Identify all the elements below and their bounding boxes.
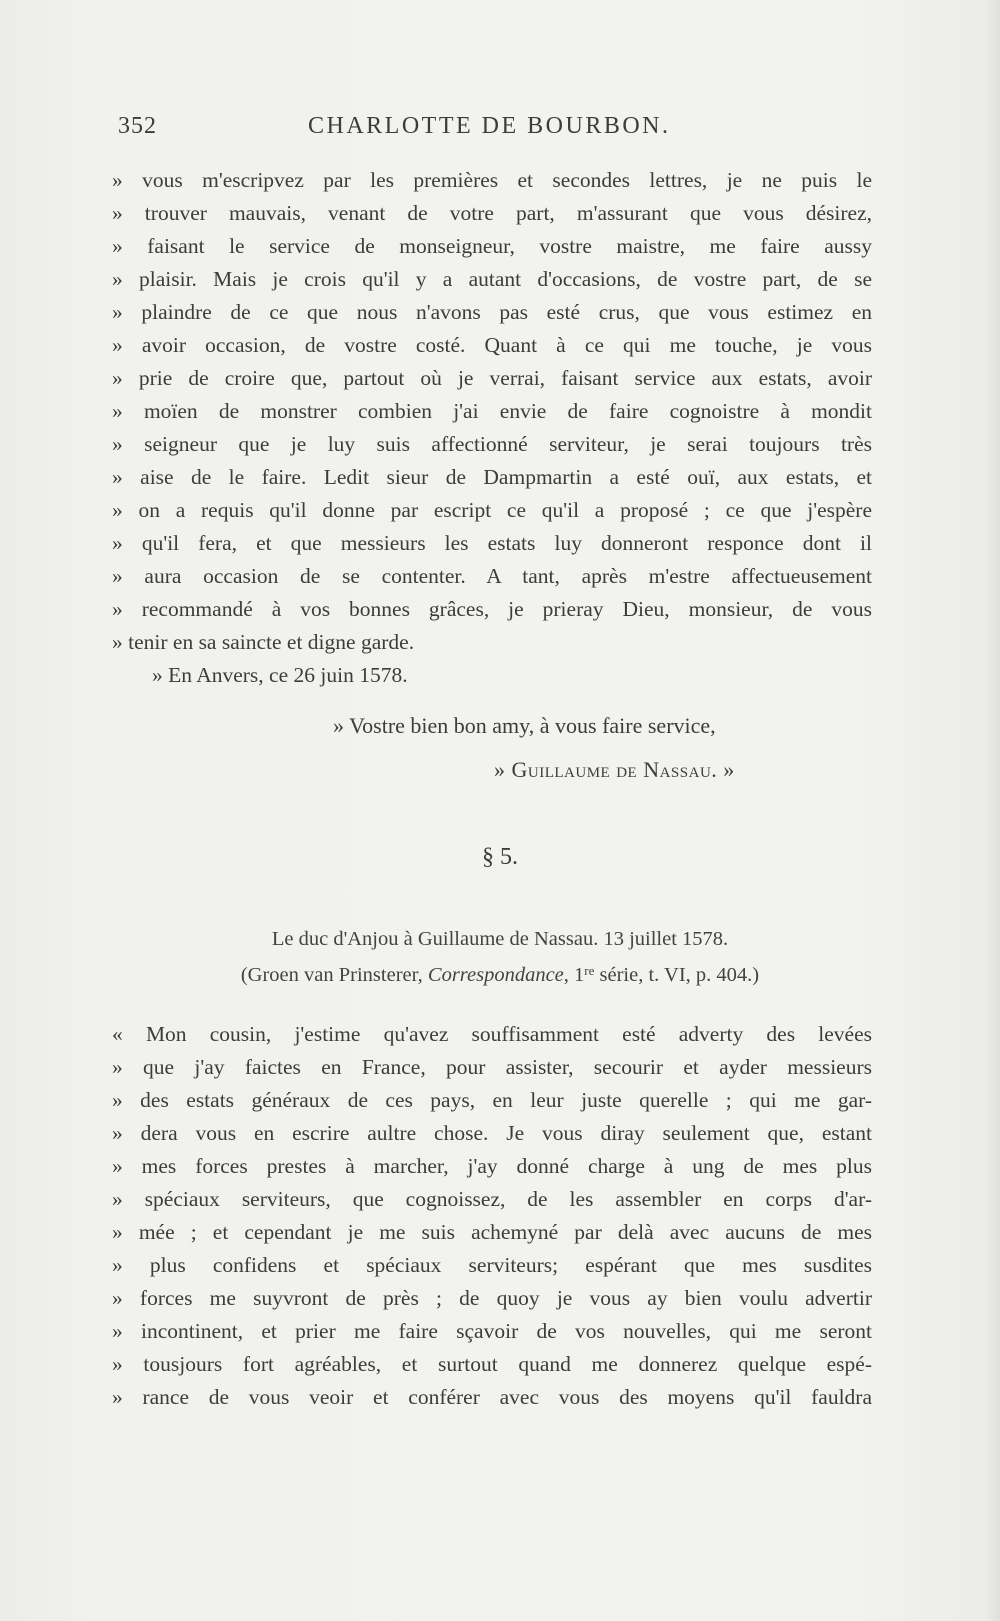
page-edge-shadow [986, 0, 1000, 1621]
text-line: » incontinent, et prier me faire sçavoir de vos nouvelles, qui me seront [112, 1319, 872, 1343]
letter-signature: » Guillaume de Nassau. » [494, 757, 735, 782]
source-mid: , 1 [563, 964, 585, 986]
text-line: » trouver mauvais, venant de votre part, m'assurant que vous désirez, [112, 201, 872, 225]
text-line: » tenir en sa saincte et digne garde. [112, 630, 415, 654]
text-line: » aura occasion de se contenter. A tant, après m'estre affectueusement [112, 564, 872, 588]
text-line: » dera vous en escrire aultre chose. Je vous diray seulement que, estant [112, 1121, 872, 1145]
text-line: » plus confidens et spéciaux serviteurs; espérant que mes susdites [112, 1253, 872, 1277]
text-line: » mée ; et cependant je me suis achemyné par delà avec aucuns de mes [112, 1220, 872, 1244]
page-header [118, 113, 872, 145]
dateline: » En Anvers, ce 26 juin 1578. [152, 663, 408, 687]
text-line: « Mon cousin, j'estime qu'avez souffisamment esté adverty des levées [112, 1022, 872, 1046]
text-line: » rance de vous veoir et conférer avec vous des moyens qu'il fauldra [112, 1385, 872, 1409]
text-line: » aise de le faire. Ledit sieur de Dampmartin a esté ouï, aux estats, et [112, 465, 872, 489]
text-line: » plaisir. Mais je crois qu'il y a autant d'occasions, de vostre part, de se [112, 267, 872, 291]
text-line: » prie de croire que, partout où je verrai, faisant service aux estats, avoir [112, 366, 872, 390]
text-line: » seigneur que je luy suis affectionné serviteur, je serai toujours très [112, 432, 872, 456]
text-line: » vous m'escripvez par les premières et secondes lettres, je ne puis le [112, 168, 872, 192]
text-line: » faisant le service de monseigneur, vostre maistre, me faire aussy [112, 234, 872, 258]
text-line: » recommandé à vos bonnes grâces, je prieray Dieu, monsieur, de vous [112, 597, 872, 621]
text-line: » des estats généraux de ces pays, en leur juste querelle ; qui me gar- [112, 1088, 872, 1112]
source-work: Correspondance [427, 964, 564, 986]
text-line: » avoir occasion, de vostre costé. Quant à ce qui me touche, je vous [112, 333, 872, 357]
letter-continuation [112, 164, 872, 692]
text-line: » plaindre de ce que nous n'avons pas esté crus, que vous estimez en [112, 300, 872, 324]
text-line: » qu'il fera, et que messieurs les estats luy donneront responce dont il [112, 531, 872, 555]
text-line: » que j'ay faictes en France, pour assister, secourir et ayder messieurs [112, 1055, 872, 1079]
running-title: CHARLOTTE DE BOURBON. [308, 113, 671, 139]
section-number: § 5. [482, 844, 518, 870]
text-line: » forces me suyvront de près ; de quoy je vous ay bien voulu advertir [112, 1286, 872, 1310]
text-line: » mes forces prestes à marcher, j'ay donné charge à ung de mes plus [112, 1154, 872, 1178]
letter-anjou [112, 1018, 872, 1414]
letter-closing: » Vostre bien bon amy, à vous faire service, [333, 713, 716, 738]
section-title: Le duc d'Anjou à Guillaume de Nassau. 13 juillet 1578. [271, 928, 729, 950]
page-number: 352 [118, 113, 157, 139]
source-prefix: (Groen van Prinsterer, [240, 964, 428, 986]
text-line: » moïen de monstrer combien j'ai envie de faire cognoistre à mondit [112, 399, 872, 423]
text-line: » tousjours fort agréables, et surtout quand me donnerez quelque espé- [112, 1352, 872, 1376]
source-suffix: série, t. VI, p. 404.) [594, 964, 760, 986]
text-line: » on a requis qu'il donne par escript ce qu'il a proposé ; ce que j'espère [112, 498, 872, 522]
section-source [0, 956, 1000, 990]
source-sup: re [584, 963, 595, 978]
text-line: » spéciaux serviteurs, que cognoissez, de les assembler en corps d'ar- [112, 1187, 872, 1211]
